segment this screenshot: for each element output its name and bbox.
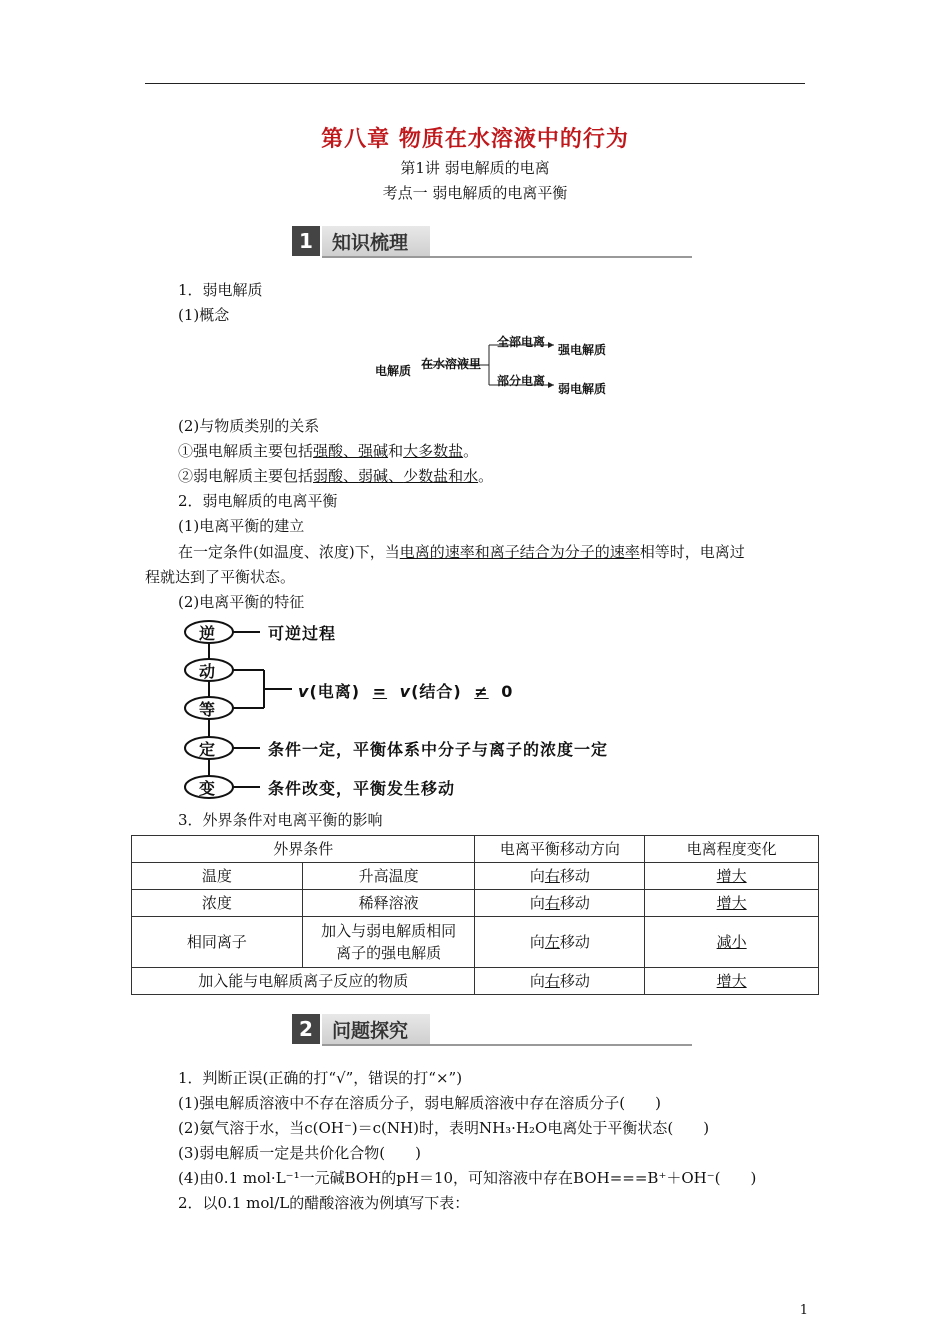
relation-heading: (2)与物质类别的关系 <box>178 417 320 435</box>
point-title: 考点一 弱电解质的电离平衡 <box>382 184 568 202</box>
diagram-upper-edge: 全部电离 <box>497 335 546 349</box>
item-2-heading: 2．弱电解质的电离平衡 <box>178 492 338 510</box>
table-cell: 增大 <box>645 968 819 995</box>
table-cell: 减小 <box>645 917 819 968</box>
features-heading: (2)电离平衡的特征 <box>178 593 305 611</box>
feature-ni: 逆 <box>199 624 217 643</box>
feature-deng: 等 <box>199 700 217 719</box>
question-1-3: (3)弱电解质一定是共价化合物( ) <box>178 1144 421 1162</box>
table-row <box>132 863 819 890</box>
item-1-heading: 1．弱电解质 <box>178 281 263 299</box>
question-1-2: (2)氨气溶于水，当c(OH⁻)＝c(NH)时，表明NH₃·H₂O电离处于平衡状态( ) <box>178 1119 710 1137</box>
table-cell: 向右移动 <box>475 863 645 890</box>
table-cell: 加入能与电解质离子反应的物质 <box>132 968 475 995</box>
table-header-cell: 外界条件 <box>132 836 475 863</box>
section-number: 2 <box>292 1014 320 1044</box>
table-row <box>132 917 819 968</box>
feature-dong: 动 <box>199 662 217 681</box>
table-cell: 增大 <box>645 890 819 917</box>
table-cell: 加入与弱电解质相同 离子的强电解质 <box>302 917 475 968</box>
table-cell: 升高温度 <box>302 863 475 890</box>
feature-ding-text: 条件一定，平衡体系中分子与离子的浓度一定 <box>268 740 609 759</box>
table-row <box>132 968 819 995</box>
table-cell: 向右移动 <box>475 890 645 917</box>
table-cell: 向右移动 <box>475 968 645 995</box>
question-2: 2．以0.1 mol/L的醋酸溶液为例填写下表： <box>178 1194 470 1212</box>
feature-ni-text: 可逆过程 <box>268 624 337 643</box>
diagram-lower-edge: 部分电离 <box>497 374 546 388</box>
weak-electrolyte-line: ②弱电解质主要包括弱酸、弱碱、少数盐和水。 <box>178 467 494 485</box>
table-header-row <box>132 836 819 863</box>
strong-electrolyte-line: ①强电解质主要包括强酸、强碱和大多数盐。 <box>178 442 479 460</box>
page-number: 1 <box>799 1303 808 1318</box>
table-header-cell: 电离平衡移动方向 <box>475 836 645 863</box>
table-cell: 稀释溶液 <box>302 890 475 917</box>
establish-paragraph-line1: 在一定条件(如温度、浓度)下，当电离的速率和离子结合为分子的速率相等时，电离过 <box>178 543 745 561</box>
table-cell: 增大 <box>645 863 819 890</box>
chapter-title: 第八章 物质在水溶液中的行为 <box>321 126 629 152</box>
table-row <box>132 890 819 917</box>
table-cell: 浓度 <box>132 890 303 917</box>
diagram-upper-result: 强电解质 <box>558 343 607 357</box>
table-cell: 向左移动 <box>475 917 645 968</box>
question-1-1: (1)强电解质溶液中不存在溶质分子，弱电解质溶液中存在溶质分子( ) <box>178 1094 661 1112</box>
question-1: 1．判断正误(正确的打“√”，错误的打“×”) <box>178 1069 463 1087</box>
concept-heading: (1)概念 <box>178 306 230 324</box>
section-label: 问题探究 <box>332 1020 409 1042</box>
establish-paragraph-line2: 程就达到了平衡状态。 <box>145 568 296 586</box>
feature-rate-relation: v(电离) = v(结合) ≠ 0 <box>298 682 514 701</box>
section-label: 知识梳理 <box>332 232 409 254</box>
establish-heading: (1)电离平衡的建立 <box>178 517 305 535</box>
section-header-questions <box>292 1014 692 1046</box>
lecture-title: 第1讲 弱电解质的电离 <box>400 159 550 177</box>
table-cell: 温度 <box>132 863 303 890</box>
table-header-cell: 电离程度变化 <box>645 836 819 863</box>
feature-bian-text: 条件改变，平衡发生移动 <box>268 779 456 798</box>
header-rule <box>145 83 805 84</box>
feature-ding: 定 <box>199 740 217 759</box>
features-diagram <box>180 618 830 802</box>
item-3-heading: 3．外界条件对电离平衡的影响 <box>178 811 383 829</box>
section-number: 1 <box>292 226 320 256</box>
diagram-mid: 在水溶液里 <box>421 357 482 371</box>
diagram-start: 电解质 <box>375 364 412 378</box>
table-cell: 相同离子 <box>132 917 303 968</box>
section-header-knowledge <box>292 226 692 258</box>
diagram-lower-result: 弱电解质 <box>558 382 607 396</box>
question-1-4: (4)由0.1 mol·L⁻¹一元碱BOH的pH＝10，可知溶液中存在BOH===B⁺＋OH⁻( ) <box>178 1169 757 1187</box>
external-conditions-table <box>131 835 819 995</box>
feature-bian: 变 <box>199 779 217 798</box>
